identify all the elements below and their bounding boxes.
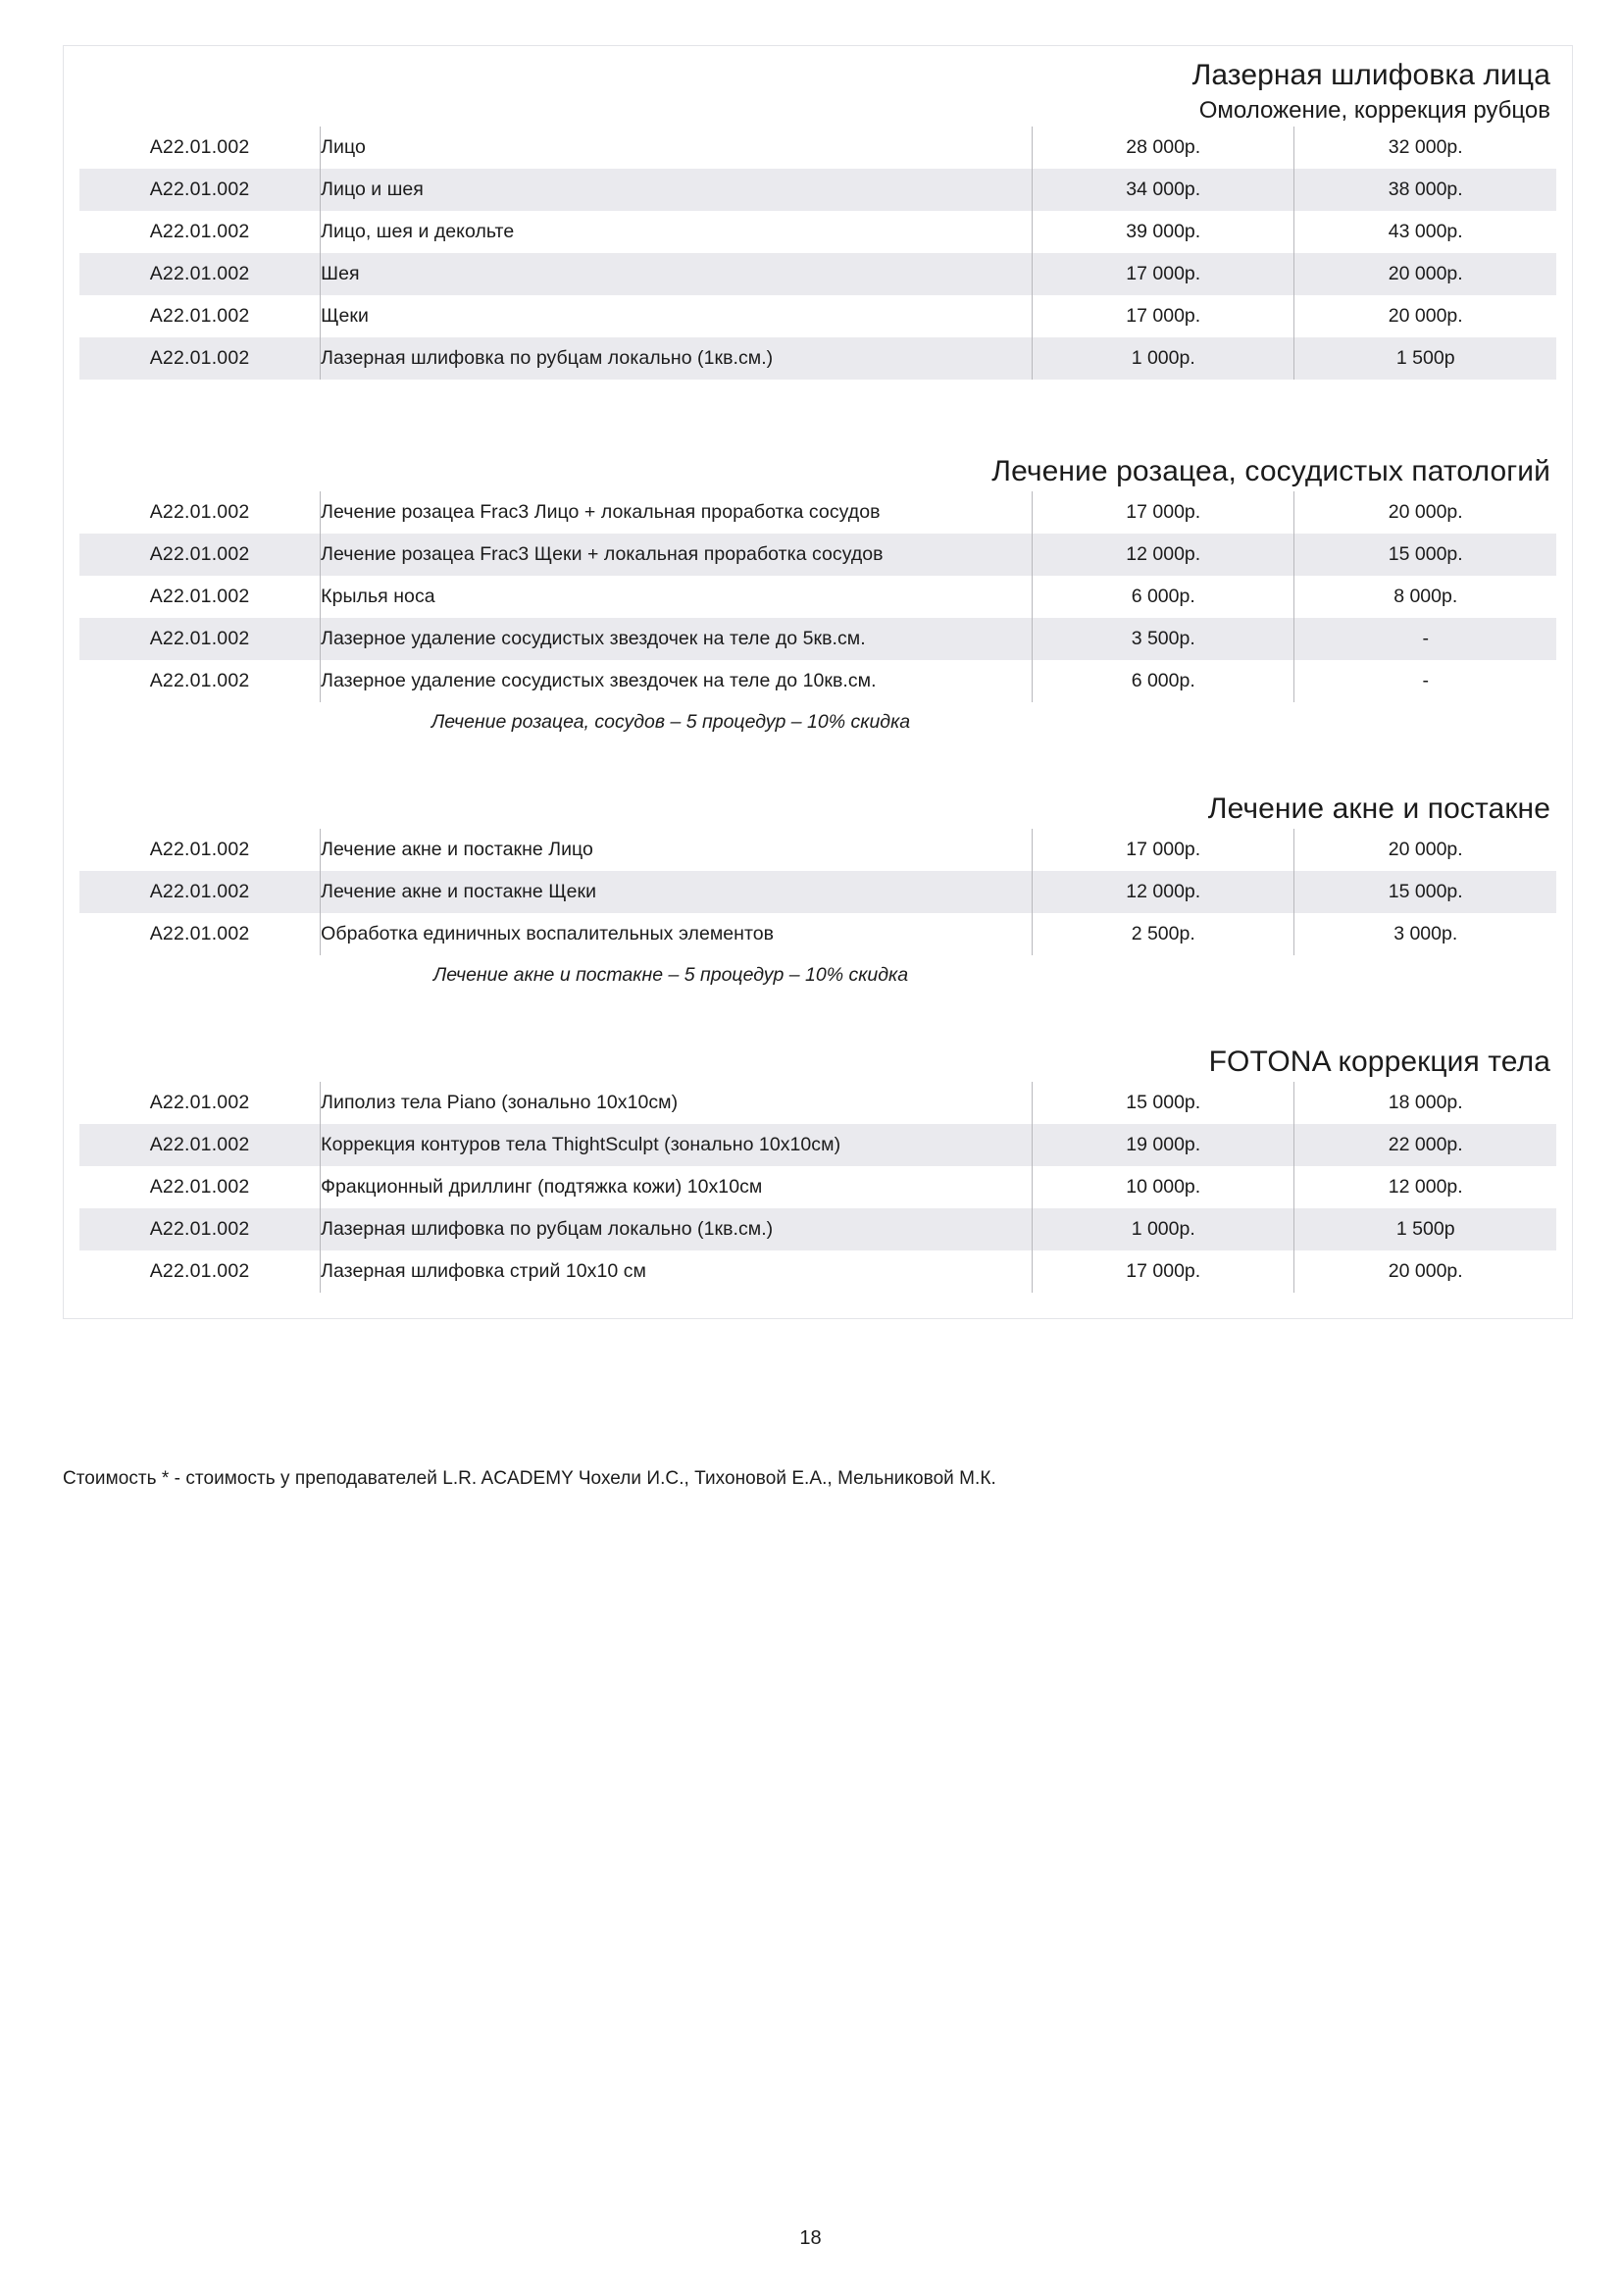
section-title: Лечение акне и постакне bbox=[1207, 792, 1550, 825]
service-code-cell: A22.01.002 bbox=[79, 1124, 321, 1166]
section-title: Лазерная шлифовка лица bbox=[1191, 59, 1550, 91]
service-code-cell: A22.01.002 bbox=[79, 1166, 321, 1208]
service-name-cell: Обработка единичных воспалительных элементов bbox=[321, 913, 1033, 955]
price-standard-cell: 17 000р. bbox=[1032, 829, 1294, 871]
service-name-cell: Щеки bbox=[321, 295, 1033, 337]
service-name-cell: Лечение акне и постакне Щеки bbox=[321, 871, 1033, 913]
service-code-cell: A22.01.002 bbox=[79, 871, 321, 913]
price-list-card bbox=[63, 45, 1573, 1319]
table-row bbox=[79, 1250, 1556, 1293]
service-name-cell: Лазерная шлифовка стрий 10х10 см bbox=[321, 1250, 1033, 1293]
price-standard-cell: 17 000р. bbox=[1032, 1250, 1294, 1293]
price-teacher-cell: 3 000р. bbox=[1294, 913, 1556, 955]
service-code-cell: A22.01.002 bbox=[79, 337, 321, 380]
service-code-cell: A22.01.002 bbox=[79, 1250, 321, 1293]
service-code-cell: A22.01.002 bbox=[79, 127, 321, 169]
service-name-cell: Лазерная шлифовка по рубцам локально (1кв.см.) bbox=[321, 1208, 1033, 1250]
sections-container bbox=[79, 56, 1556, 1293]
service-code-cell: A22.01.002 bbox=[79, 1082, 321, 1124]
section-discount-note: Лечение акне и постакне – 5 процедур – 10% скидка bbox=[432, 964, 909, 986]
service-name-cell: Лечение розацеа Frac3 Щеки + локальная проработка сосудов bbox=[321, 534, 1033, 576]
price-standard-cell: 6 000р. bbox=[1032, 660, 1294, 702]
service-name-cell: Лечение акне и постакне Лицо bbox=[321, 829, 1033, 871]
price-teacher-cell: 20 000р. bbox=[1294, 253, 1556, 295]
table-row bbox=[79, 871, 1556, 913]
service-code-cell: A22.01.002 bbox=[79, 491, 321, 534]
section-title: Лечение розацеа, сосудистых патологий bbox=[991, 455, 1550, 487]
service-name-cell: Липолиз тела Piano (зонально 10х10см) bbox=[321, 1082, 1033, 1124]
price-teacher-cell: 1 500р bbox=[1294, 337, 1556, 380]
price-teacher-cell: 1 500р bbox=[1294, 1208, 1556, 1250]
price-teacher-cell: 12 000р. bbox=[1294, 1166, 1556, 1208]
table-row bbox=[79, 295, 1556, 337]
price-teacher-cell: 43 000р. bbox=[1294, 211, 1556, 253]
service-code-cell: A22.01.002 bbox=[79, 829, 321, 871]
table-row bbox=[79, 211, 1556, 253]
section-spacer bbox=[79, 988, 1556, 1043]
price-standard-cell: 17 000р. bbox=[1032, 491, 1294, 534]
service-name-cell: Крылья носа bbox=[321, 576, 1033, 618]
section-header bbox=[79, 790, 1556, 829]
service-name-cell: Лазерное удаление сосудистых звездочек на теле до 5кв.см. bbox=[321, 618, 1033, 660]
table-row bbox=[79, 1124, 1556, 1166]
price-standard-cell: 12 000р. bbox=[1032, 871, 1294, 913]
price-section bbox=[79, 790, 1556, 988]
table-row bbox=[79, 491, 1556, 534]
price-teacher-cell: 22 000р. bbox=[1294, 1124, 1556, 1166]
service-code-cell: A22.01.002 bbox=[79, 295, 321, 337]
price-standard-cell: 17 000р. bbox=[1032, 253, 1294, 295]
price-table bbox=[79, 127, 1556, 380]
price-teacher-cell: 20 000р. bbox=[1294, 1250, 1556, 1293]
price-table bbox=[79, 491, 1556, 702]
page-number: 18 bbox=[799, 2227, 822, 2249]
service-name-cell: Фракционный дриллинг (подтяжка кожи) 10х10см bbox=[321, 1166, 1033, 1208]
table-row bbox=[79, 576, 1556, 618]
service-code-cell: A22.01.002 bbox=[79, 660, 321, 702]
service-code-cell: A22.01.002 bbox=[79, 576, 321, 618]
service-name-cell: Лицо, шея и декольте bbox=[321, 211, 1033, 253]
price-table bbox=[79, 1082, 1556, 1293]
section-spacer bbox=[79, 380, 1556, 452]
price-teacher-cell: 32 000р. bbox=[1294, 127, 1556, 169]
table-row bbox=[79, 534, 1556, 576]
service-name-cell: Лечение розацеа Frac3 Лицо + локальная проработка сосудов bbox=[321, 491, 1033, 534]
section-title: FOTONA коррекция тела bbox=[1208, 1046, 1550, 1078]
price-standard-cell: 12 000р. bbox=[1032, 534, 1294, 576]
service-name-cell: Коррекция контуров тела ThightSculpt (зонально 10х10см) bbox=[321, 1124, 1033, 1166]
price-table bbox=[79, 829, 1556, 955]
section-header bbox=[79, 56, 1556, 127]
service-name-cell: Лицо и шея bbox=[321, 169, 1033, 211]
table-row bbox=[79, 337, 1556, 380]
price-section bbox=[79, 56, 1556, 380]
service-name-cell: Лазерная шлифовка по рубцам локально (1кв.см.) bbox=[321, 337, 1033, 380]
section-subtitle: Омоложение, коррекция рубцов bbox=[1198, 97, 1550, 124]
price-teacher-cell: 8 000р. bbox=[1294, 576, 1556, 618]
price-standard-cell: 34 000р. bbox=[1032, 169, 1294, 211]
service-name-cell: Шея bbox=[321, 253, 1033, 295]
price-teacher-cell: - bbox=[1294, 660, 1556, 702]
price-teacher-cell: 15 000р. bbox=[1294, 871, 1556, 913]
service-code-cell: A22.01.002 bbox=[79, 253, 321, 295]
table-row bbox=[79, 660, 1556, 702]
price-standard-cell: 3 500р. bbox=[1032, 618, 1294, 660]
price-teacher-cell: 20 000р. bbox=[1294, 829, 1556, 871]
table-row bbox=[79, 829, 1556, 871]
service-code-cell: A22.01.002 bbox=[79, 534, 321, 576]
service-name-cell: Лазерное удаление сосудистых звездочек на теле до 10кв.см. bbox=[321, 660, 1033, 702]
price-standard-cell: 2 500р. bbox=[1032, 913, 1294, 955]
price-standard-cell: 19 000р. bbox=[1032, 1124, 1294, 1166]
price-standard-cell: 10 000р. bbox=[1032, 1166, 1294, 1208]
table-row bbox=[79, 1208, 1556, 1250]
price-teacher-cell: 20 000р. bbox=[1294, 491, 1556, 534]
table-row bbox=[79, 913, 1556, 955]
footnote: Стоимость * - стоимость у преподавателей L.R. ACADEMY Чохели И.С., Тихоновой Е.А., Мельниковой М.К. bbox=[63, 1468, 996, 1489]
price-teacher-cell: - bbox=[1294, 618, 1556, 660]
section-header bbox=[79, 1043, 1556, 1082]
price-section bbox=[79, 1043, 1556, 1293]
price-standard-cell: 6 000р. bbox=[1032, 576, 1294, 618]
price-standard-cell: 17 000р. bbox=[1032, 295, 1294, 337]
price-standard-cell: 1 000р. bbox=[1032, 1208, 1294, 1250]
service-name-cell: Лицо bbox=[321, 127, 1033, 169]
table-row bbox=[79, 127, 1556, 169]
table-row bbox=[79, 253, 1556, 295]
service-code-cell: A22.01.002 bbox=[79, 618, 321, 660]
price-teacher-cell: 38 000р. bbox=[1294, 169, 1556, 211]
service-code-cell: A22.01.002 bbox=[79, 211, 321, 253]
price-teacher-cell: 18 000р. bbox=[1294, 1082, 1556, 1124]
price-standard-cell: 15 000р. bbox=[1032, 1082, 1294, 1124]
price-teacher-cell: 20 000р. bbox=[1294, 295, 1556, 337]
table-row bbox=[79, 1166, 1556, 1208]
price-teacher-cell: 15 000р. bbox=[1294, 534, 1556, 576]
price-standard-cell: 39 000р. bbox=[1032, 211, 1294, 253]
service-code-cell: A22.01.002 bbox=[79, 1208, 321, 1250]
section-spacer bbox=[79, 735, 1556, 790]
table-row bbox=[79, 1082, 1556, 1124]
table-row bbox=[79, 169, 1556, 211]
section-header bbox=[79, 452, 1556, 491]
service-code-cell: A22.01.002 bbox=[79, 913, 321, 955]
price-standard-cell: 28 000р. bbox=[1032, 127, 1294, 169]
table-row bbox=[79, 618, 1556, 660]
price-section bbox=[79, 452, 1556, 735]
service-code-cell: A22.01.002 bbox=[79, 169, 321, 211]
price-standard-cell: 1 000р. bbox=[1032, 337, 1294, 380]
section-discount-note: Лечение розацеа, сосудов – 5 процедур – 10% скидка bbox=[431, 711, 911, 733]
